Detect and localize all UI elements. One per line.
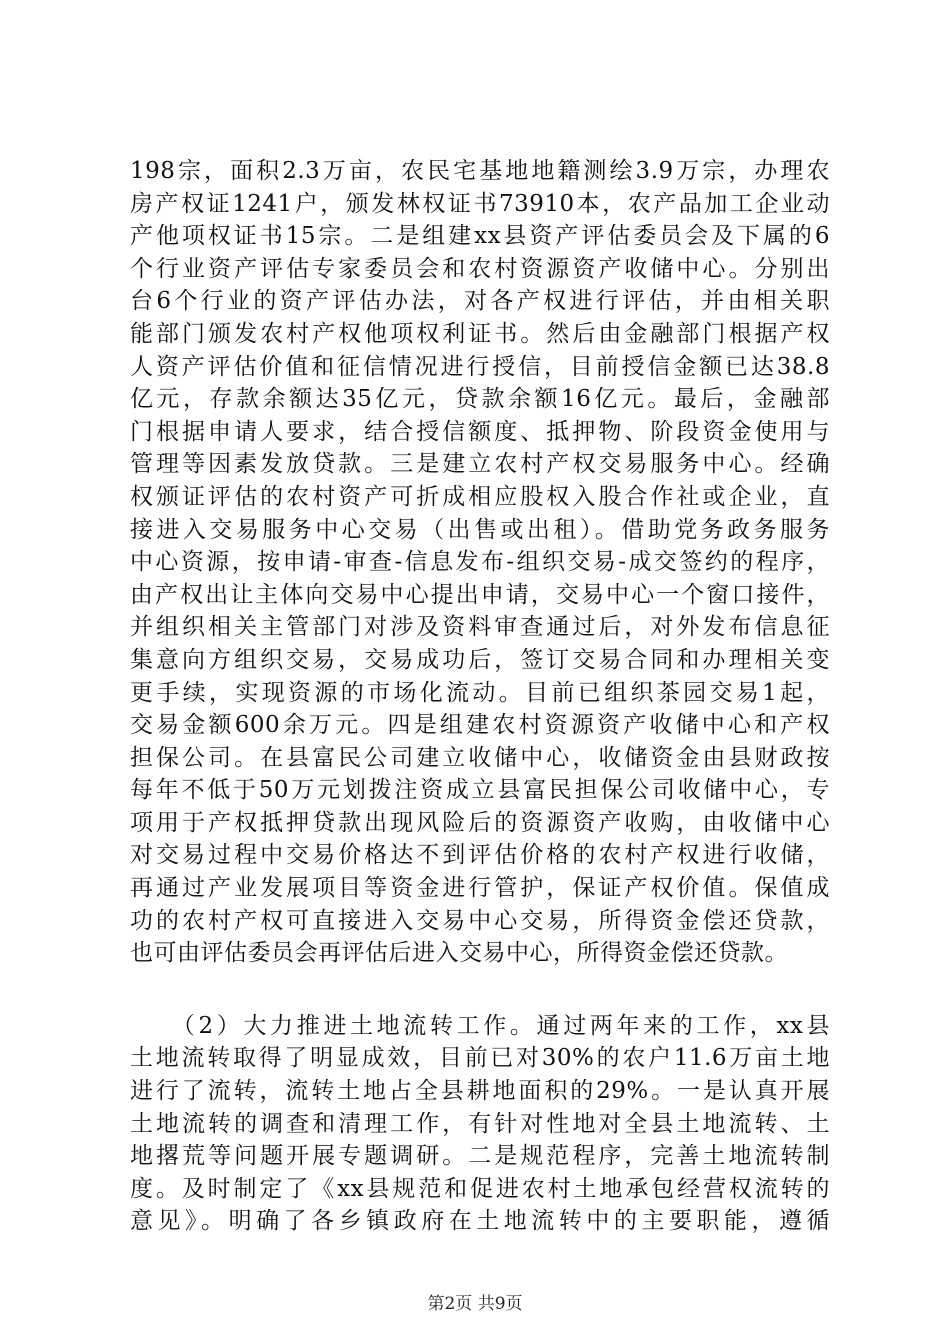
text-line: 权颁证评估的农村资产可折成相应股权入股合作社或企业，直 [130,483,830,510]
text-line: 能部门颁发农村产权他项权利证书。然后由金融部门根据产权 [130,320,830,347]
paragraph-1 [130,155,830,970]
text-line: 人资产评估价值和征信情况进行授信，目前授信金额已达38.8 [130,353,830,380]
text-line: 交易金额600余万元。四是组建农村资源资产收储中心和产权 [130,712,830,739]
text-line: 房产权证1241户，颁发林权证书73910本，农产品加工企业动 [130,190,830,217]
text-line: 个行业资产评估专家委员会和农村资源资产收储中心。分别出 [130,255,830,282]
text-line: 对交易过程中交易价格达不到评估价格的农村产权进行收储， [130,842,830,869]
text-line: 项用于产权抵押贷款出现风险后的资源资产收购，由收储中心 [130,809,830,836]
text-line: 198宗，面积2.3万亩，农民宅基地地籍测绘3.9万宗，办理农 [130,158,830,184]
page-footer [0,1293,950,1315]
page-number: 第2页 共9页 [427,1294,523,1314]
text-line: （2）大力推进土地流转工作。通过两年来的工作，xx县 [130,1012,830,1039]
text-line: 土地流转取得了明显成效，目前已对30%的农户11.6万亩土地 [130,1045,830,1072]
text-line: 担保公司。在县富民公司建立收储中心，收储资金由县财政按 [130,744,830,771]
text-line: 产他项权证书15宗。二是组建xx县资产评估委员会及下属的6 [130,223,830,250]
text-line: 度。及时制定了《xx县规范和促进农村土地承包经营权流转的 [130,1175,830,1202]
text-line: 中心资源，按申请-审查-信息发布-组织交易-成交签约的程序， [130,549,830,576]
text-line: 功的农村产权可直接进入交易中心交易，所得资金偿还贷款， [130,907,830,934]
text-line: 进行了流转，流转土地占全县耕地面积的29%。一是认真开展 [130,1078,830,1105]
text-line: 也可由评估委员会再评估后进入交易中心，所得资金偿还贷款。 [130,940,788,967]
text-line: 地撂荒等问题开展专题调研。二是规范程序，完善土地流转制 [130,1143,830,1170]
text-line: 并组织相关主管部门对涉及资料审查通过后，对外发布信息征 [130,614,830,641]
text-line: 土地流转的调查和清理工作，有针对性地对全县土地流转、土 [130,1110,830,1137]
text-line: 亿元，存款余额达35亿元，贷款余额16亿元。最后，金融部 [130,386,830,413]
text-line: 再通过产业发展项目等资金进行管护，保证产权价值。保值成 [130,875,830,902]
text-line: 更手续，实现资源的市场化流动。目前已组织茶园交易1起， [130,679,830,706]
text-line: 集意向方组织交易，交易成功后，签订交易合同和办理相关变 [130,646,830,673]
text-line: 门根据申请人要求，结合授信额度、抵押物、阶段资金使用与 [130,418,830,445]
text-line: 台6个行业的资产评估办法，对各产权进行评估，并由相关职 [130,288,830,315]
text-line: 意见》。明确了各乡镇政府在土地流转中的主要职能，遵循 [130,1208,830,1235]
paragraph-gap [130,970,830,1010]
text-line: 每年不低于50万元划拨注资成立县富民担保公司收储中心，专 [130,777,830,804]
paragraph-2 [130,1010,830,1238]
text-line: 接进入交易服务中心交易（出售或出租）。借助党务政务服务 [130,516,830,543]
document-body [130,155,830,1238]
text-line: 由产权出让主体向交易中心提出申请，交易中心一个窗口接件， [130,581,830,608]
text-line: 管理等因素发放贷款。三是建立农村产权交易服务中心。经确 [130,451,830,478]
